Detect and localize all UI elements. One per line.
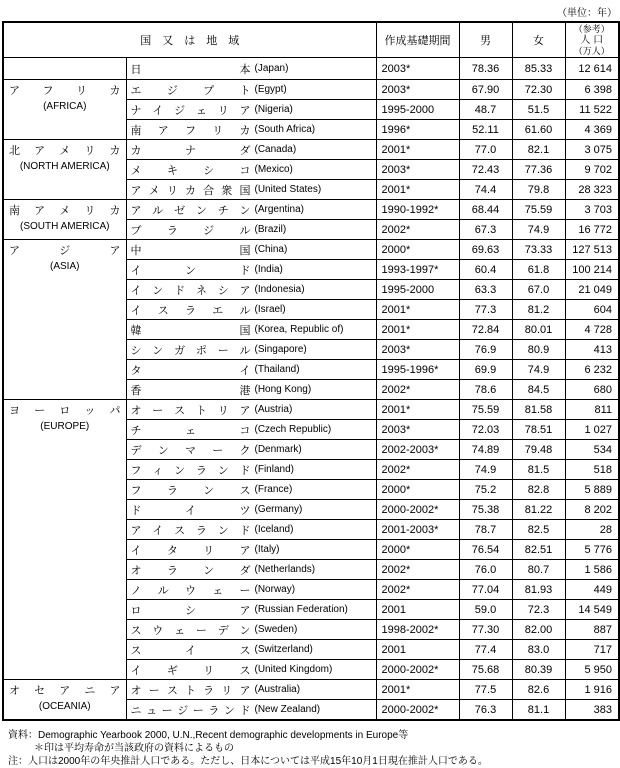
period-cell: 2000-2002*	[376, 500, 459, 520]
country-name-jp: チ ェ コ	[130, 424, 251, 437]
region-name-en: (NORTH AMERICA)	[19, 161, 110, 172]
female-cell: 75.59	[512, 200, 565, 220]
female-cell: 81.58	[512, 400, 565, 420]
region-name-jp: 北 ア メ リ カ	[9, 145, 121, 157]
country-cell	[126, 260, 376, 280]
country-name-en: (India)	[254, 264, 283, 275]
region-cell	[3, 200, 126, 240]
country-name-jp: イ ス ラ エ ル	[130, 304, 251, 317]
female-cell: 82.00	[512, 620, 565, 640]
header-population-ref: （参考）	[573, 23, 610, 34]
country-name-en: (Brazil)	[254, 224, 287, 235]
female-cell: 79.8	[512, 180, 565, 200]
male-cell: 76.0	[459, 560, 512, 580]
country-name-jp: メ キ シ コ	[130, 164, 251, 177]
male-cell: 74.9	[459, 460, 512, 480]
female-cell: 80.39	[512, 660, 565, 680]
country-name-en: (Israel)	[254, 304, 286, 315]
country-cell	[126, 420, 376, 440]
country-name-jp: 韓 国	[130, 324, 251, 337]
female-cell: 74.9	[512, 360, 565, 380]
country-cell	[126, 240, 376, 260]
male-cell: 77.5	[459, 680, 512, 700]
country-name-jp: タ イ	[130, 364, 251, 377]
country-name-jp: オ ー ス ト リ ア	[130, 404, 251, 417]
female-cell: 72.3	[512, 600, 565, 620]
country-name-en: (Czech Republic)	[254, 424, 332, 435]
region-cell	[3, 240, 126, 400]
male-cell: 67.90	[459, 80, 512, 100]
female-cell: 51.5	[512, 100, 565, 120]
female-cell: 80.7	[512, 560, 565, 580]
pop-cell: 1 027	[565, 420, 619, 440]
period-cell: 2001*	[376, 300, 459, 320]
header-period: 作成基礎期間	[376, 22, 459, 58]
female-cell: 84.5	[512, 380, 565, 400]
header-male: 男	[459, 22, 512, 58]
country-name-jp: シ ン ガ ポ ー ル	[130, 344, 251, 357]
country-name-jp: フ ィ ン ラ ン ド	[130, 464, 251, 477]
region-name-en: (OCEANIA)	[38, 701, 91, 712]
country-name-en: (China)	[254, 244, 288, 255]
country-cell	[126, 400, 376, 420]
country-cell	[126, 100, 376, 120]
country-name-en: (South Africa)	[254, 124, 316, 135]
pop-cell: 28	[565, 520, 619, 540]
country-name-en: (Iceland)	[254, 524, 294, 535]
country-name-en: (Singapore)	[254, 344, 307, 355]
male-cell: 48.7	[459, 100, 512, 120]
period-cell: 2001*	[376, 400, 459, 420]
country-name-jp: オ ラ ン ダ	[130, 564, 251, 577]
country-name-jp: ア メ リ カ 合 衆 国	[130, 184, 251, 197]
female-cell: 82.8	[512, 480, 565, 500]
female-cell: 80.9	[512, 340, 565, 360]
male-cell: 67.3	[459, 220, 512, 240]
male-cell: 75.2	[459, 480, 512, 500]
header-row	[3, 22, 619, 58]
female-cell: 81.1	[512, 700, 565, 721]
country-name-jp: ス ウ ェ ー デ ン	[130, 624, 251, 637]
country-cell	[126, 140, 376, 160]
period-cell: 2001*	[376, 140, 459, 160]
female-cell: 85.33	[512, 58, 565, 80]
country-name-jp: カ ナ ダ	[130, 144, 251, 157]
male-cell: 76.54	[459, 540, 512, 560]
country-name-jp: ア イ ス ラ ン ド	[130, 524, 251, 537]
country-name-en: (Netherlands)	[254, 564, 316, 575]
pop-cell: 534	[565, 440, 619, 460]
pop-cell: 28 323	[565, 180, 619, 200]
pop-cell: 1 586	[565, 560, 619, 580]
country-name-jp: ロ シ ア	[130, 604, 251, 617]
region-name-jp: ア ジ ア	[9, 245, 121, 257]
country-name-en: (Nigeria)	[254, 104, 293, 115]
pop-cell: 6 398	[565, 80, 619, 100]
country-name-jp: エ ジ プ ト	[130, 84, 251, 97]
country-name-en: (France)	[254, 484, 293, 495]
region-cell	[3, 80, 126, 140]
country-cell	[126, 480, 376, 500]
asterisk-note: ＊印は平均寿命が当該政府の資料によるもの	[34, 743, 234, 754]
country-cell	[126, 80, 376, 100]
country-cell	[126, 220, 376, 240]
country-name-jp: デ ン マ ー ク	[130, 444, 251, 457]
pop-cell: 8 202	[565, 500, 619, 520]
period-cell: 2002-2003*	[376, 440, 459, 460]
country-name-jp: ブ ラ ジ ル	[130, 224, 251, 237]
country-name-jp: オ ー ス ト ラ リ ア	[130, 684, 251, 697]
period-cell: 2001*	[376, 680, 459, 700]
period-cell: 2003*	[376, 420, 459, 440]
country-cell	[126, 320, 376, 340]
unit-label: （単位：年）	[557, 8, 617, 19]
country-cell	[126, 620, 376, 640]
period-cell: 2003*	[376, 340, 459, 360]
country-name-en: (Italy)	[254, 544, 280, 555]
male-cell: 63.3	[459, 280, 512, 300]
female-cell: 80.01	[512, 320, 565, 340]
region-name-jp: オ セ ア ニ ア	[9, 685, 121, 697]
pop-cell: 717	[565, 640, 619, 660]
country-name-en: (Argentina)	[254, 204, 304, 215]
female-cell: 61.8	[512, 260, 565, 280]
period-cell: 1996*	[376, 120, 459, 140]
country-cell	[126, 640, 376, 660]
country-cell	[126, 120, 376, 140]
pop-cell: 16 772	[565, 220, 619, 240]
female-cell: 82.5	[512, 520, 565, 540]
population-note: 注：人口は2000年の年央推計人口である。ただし、日本については平成15年10月1日現在推計人口である。	[8, 756, 488, 767]
period-cell: 1993-1997*	[376, 260, 459, 280]
country-name-en: (Australia)	[254, 684, 301, 695]
period-cell: 2000*	[376, 240, 459, 260]
country-name-jp: イ タ リ ア	[130, 544, 251, 557]
female-cell: 82.51	[512, 540, 565, 560]
header-population	[565, 22, 619, 58]
country-name-jp: ア ル ゼ ン チ ン	[130, 204, 251, 217]
male-cell: 68.44	[459, 200, 512, 220]
male-cell: 52.11	[459, 120, 512, 140]
header-population-unit: （万人）	[573, 45, 610, 56]
table-row	[3, 80, 619, 100]
region-name-en: (EUROPE)	[40, 421, 90, 432]
male-cell: 60.4	[459, 260, 512, 280]
source-note: 資料：Demographic Yearbook 2000, U.N.,Recent demographic developments in Europe等	[8, 730, 409, 741]
country-cell	[126, 360, 376, 380]
country-name-jp: ス イ ス	[130, 644, 251, 657]
period-cell: 1998-2002*	[376, 620, 459, 640]
male-cell: 78.36	[459, 58, 512, 80]
country-name-en: (Switzerland)	[254, 644, 313, 655]
life-expectancy-table	[2, 21, 620, 721]
country-cell	[126, 660, 376, 680]
country-name-en: (Egypt)	[254, 84, 287, 95]
period-cell: 2002*	[376, 220, 459, 240]
country-name-en: (Japan)	[254, 63, 289, 74]
region-cell	[3, 680, 126, 721]
period-cell: 1995-1996*	[376, 360, 459, 380]
pop-cell: 12 614	[565, 58, 619, 80]
pop-cell: 100 214	[565, 260, 619, 280]
male-cell: 78.6	[459, 380, 512, 400]
country-name-jp: フ ラ ン ス	[130, 484, 251, 497]
region-name-en: (AFRICA)	[43, 101, 87, 112]
period-cell: 2000*	[376, 540, 459, 560]
table-row	[3, 680, 619, 700]
pop-cell: 14 549	[565, 600, 619, 620]
table-row	[3, 240, 619, 260]
female-cell: 79.48	[512, 440, 565, 460]
country-name-jp: 南 ア フ リ カ	[130, 124, 251, 137]
male-cell: 59.0	[459, 600, 512, 620]
male-cell: 77.04	[459, 580, 512, 600]
country-cell	[126, 680, 376, 700]
pop-cell: 680	[565, 380, 619, 400]
country-cell	[126, 600, 376, 620]
period-cell: 2002*	[376, 580, 459, 600]
period-cell: 2002*	[376, 560, 459, 580]
country-name-jp: イ ン ド ネ シ ア	[130, 284, 251, 297]
table-row	[3, 200, 619, 220]
country-cell	[126, 280, 376, 300]
female-cell: 81.93	[512, 580, 565, 600]
pop-cell: 811	[565, 400, 619, 420]
region-cell	[3, 58, 126, 80]
country-name-en: (Finland)	[254, 464, 294, 475]
period-cell: 1990-1992*	[376, 200, 459, 220]
country-name-jp: ノ ル ウ ェ ー	[130, 584, 251, 597]
period-cell: 2001	[376, 600, 459, 620]
period-cell: 1995-2000	[376, 100, 459, 120]
region-name-en: (ASIA)	[50, 261, 80, 272]
pop-cell: 604	[565, 300, 619, 320]
pop-cell: 9 702	[565, 160, 619, 180]
female-cell: 81.5	[512, 460, 565, 480]
country-name-jp: 日 本	[130, 63, 251, 76]
period-cell: 2001*	[376, 320, 459, 340]
male-cell: 74.4	[459, 180, 512, 200]
female-cell: 83.0	[512, 640, 565, 660]
country-name-en: (Canada)	[254, 144, 297, 155]
period-cell: 2001	[376, 640, 459, 660]
country-cell	[126, 380, 376, 400]
region-cell	[3, 140, 126, 200]
table-body	[3, 58, 619, 721]
male-cell: 69.63	[459, 240, 512, 260]
pop-cell: 4 369	[565, 120, 619, 140]
male-cell: 77.30	[459, 620, 512, 640]
female-cell: 61.60	[512, 120, 565, 140]
female-cell: 78.51	[512, 420, 565, 440]
country-cell	[126, 700, 376, 721]
country-cell	[126, 560, 376, 580]
country-name-en: (Germany)	[254, 504, 303, 515]
country-cell	[126, 300, 376, 320]
pop-cell: 413	[565, 340, 619, 360]
footnotes	[8, 729, 620, 768]
period-cell: 2001*	[376, 180, 459, 200]
pop-cell: 3 703	[565, 200, 619, 220]
country-name-en: (Austria)	[254, 404, 293, 415]
period-cell: 2003*	[376, 160, 459, 180]
pop-cell: 21 049	[565, 280, 619, 300]
female-cell: 82.6	[512, 680, 565, 700]
female-cell: 82.1	[512, 140, 565, 160]
pop-cell: 1 916	[565, 680, 619, 700]
male-cell: 76.9	[459, 340, 512, 360]
table-row	[3, 58, 619, 80]
country-name-jp: ニ ュ ー ジ ー ラ ン ド	[130, 704, 251, 717]
country-name-en: (Russian Federation)	[254, 604, 348, 615]
male-cell: 72.43	[459, 160, 512, 180]
female-cell: 67.0	[512, 280, 565, 300]
period-cell: 2000-2002*	[376, 700, 459, 721]
pop-cell: 5 889	[565, 480, 619, 500]
country-cell	[126, 440, 376, 460]
male-cell: 72.84	[459, 320, 512, 340]
pop-cell: 11 522	[565, 100, 619, 120]
male-cell: 77.4	[459, 640, 512, 660]
country-name-en: (Thailand)	[254, 364, 300, 375]
female-cell: 74.9	[512, 220, 565, 240]
country-name-jp: イ ン ド	[130, 264, 251, 277]
country-cell	[126, 580, 376, 600]
country-cell	[126, 500, 376, 520]
female-cell: 73.33	[512, 240, 565, 260]
male-cell: 75.59	[459, 400, 512, 420]
region-name-jp: ヨ ー ロ ッ パ	[9, 405, 121, 417]
country-name-jp: ナ イ ジ ェ リ ア	[130, 104, 251, 117]
period-cell: 2002*	[376, 460, 459, 480]
table-row	[3, 400, 619, 420]
country-name-jp: 中 国	[130, 244, 251, 257]
country-name-jp: ド イ ツ	[130, 504, 251, 517]
header-female: 女	[512, 22, 565, 58]
male-cell: 77.3	[459, 300, 512, 320]
period-cell: 2002*	[376, 380, 459, 400]
male-cell: 78.7	[459, 520, 512, 540]
country-name-jp: イ ギ リ ス	[130, 664, 251, 677]
country-name-en: (Indonesia)	[254, 284, 305, 295]
country-cell	[126, 58, 376, 80]
pop-cell: 6 232	[565, 360, 619, 380]
table-row	[3, 140, 619, 160]
header-population-main: 人 口	[580, 34, 604, 46]
country-cell	[126, 160, 376, 180]
female-cell: 81.22	[512, 500, 565, 520]
country-cell	[126, 180, 376, 200]
country-name-en: (New Zealand)	[254, 704, 321, 715]
country-name-en: (Hong Kong)	[254, 384, 312, 395]
period-cell: 1995-2000	[376, 280, 459, 300]
region-name-jp: 南 ア メ リ カ	[9, 205, 121, 217]
pop-cell: 127 513	[565, 240, 619, 260]
pop-cell: 5 776	[565, 540, 619, 560]
male-cell: 77.0	[459, 140, 512, 160]
female-cell: 72.30	[512, 80, 565, 100]
period-cell: 2003*	[376, 58, 459, 80]
period-cell: 2000-2002*	[376, 660, 459, 680]
pop-cell: 887	[565, 620, 619, 640]
region-name-en: (SOUTH AMERICA)	[20, 221, 110, 232]
country-name-en: (Sweden)	[254, 624, 298, 635]
male-cell: 72.03	[459, 420, 512, 440]
country-name-jp: 香 港	[130, 384, 251, 397]
country-name-en: (United States)	[254, 184, 322, 195]
male-cell: 75.68	[459, 660, 512, 680]
pop-cell: 5 950	[565, 660, 619, 680]
header-country: 国 又 は 地 域	[3, 22, 376, 58]
period-cell: 2003*	[376, 80, 459, 100]
country-name-en: (Norway)	[254, 584, 296, 595]
country-name-en: (Denmark)	[254, 444, 302, 455]
country-cell	[126, 200, 376, 220]
pop-cell: 4 728	[565, 320, 619, 340]
country-cell	[126, 460, 376, 480]
region-cell	[3, 400, 126, 680]
female-cell: 81.2	[512, 300, 565, 320]
region-name-jp: ア フ リ カ	[9, 85, 121, 97]
period-cell: 2000*	[376, 480, 459, 500]
male-cell: 74.89	[459, 440, 512, 460]
male-cell: 69.9	[459, 360, 512, 380]
country-cell	[126, 520, 376, 540]
male-cell: 76.3	[459, 700, 512, 721]
pop-cell: 518	[565, 460, 619, 480]
period-cell: 2001-2003*	[376, 520, 459, 540]
pop-cell: 449	[565, 580, 619, 600]
country-name-en: (United Kingdom)	[254, 664, 333, 675]
pop-cell: 3 075	[565, 140, 619, 160]
pop-cell: 383	[565, 700, 619, 721]
male-cell: 75.38	[459, 500, 512, 520]
country-cell	[126, 340, 376, 360]
country-cell	[126, 540, 376, 560]
country-name-en: (Korea, Republic of)	[254, 324, 344, 335]
female-cell: 77.36	[512, 160, 565, 180]
country-name-en: (Mexico)	[254, 164, 293, 175]
